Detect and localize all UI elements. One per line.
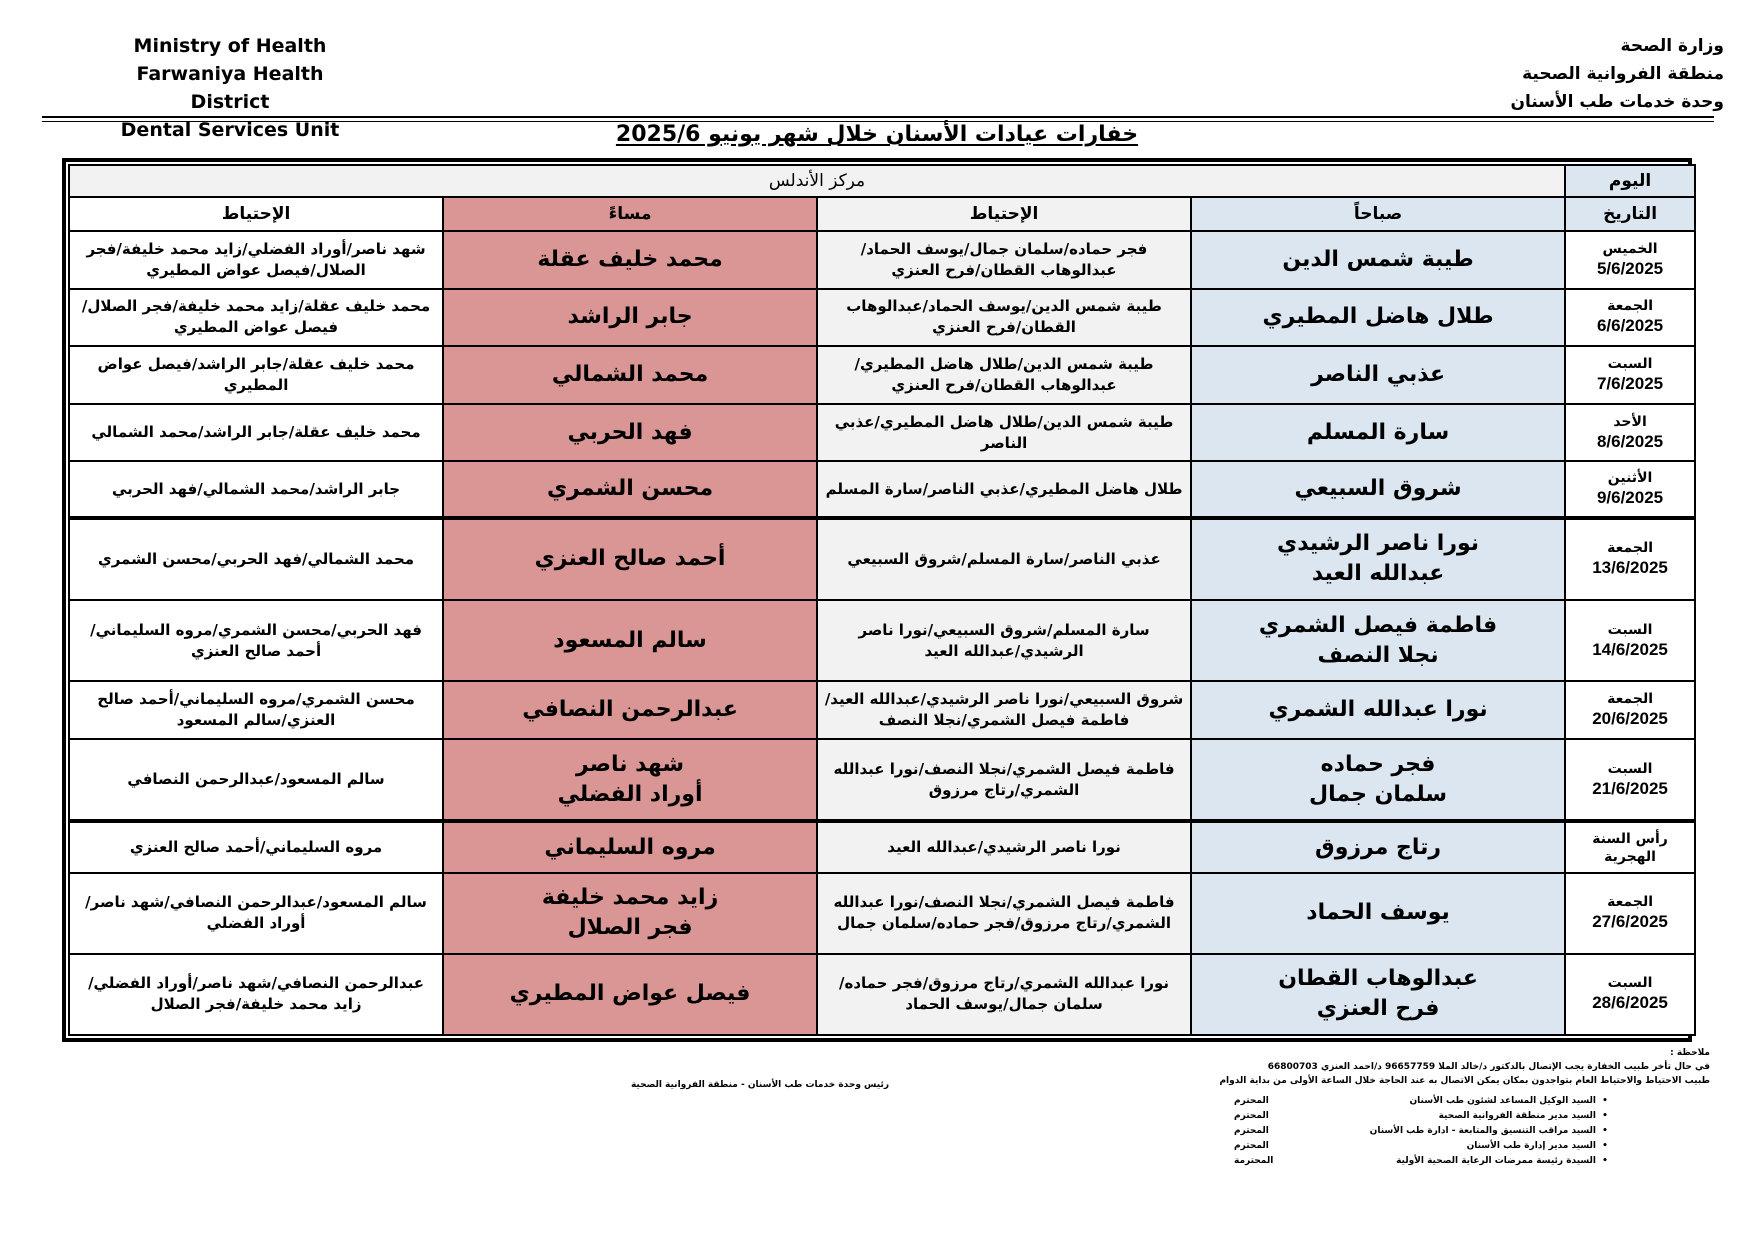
evening-reserve-cell: محمد الشمالي/فهد الحربي/محسن الشمري (69, 518, 443, 600)
day-date-cell (1565, 404, 1695, 462)
cc-honorific: المحترم (1234, 1141, 1269, 1151)
morning-reserve-cell: فاطمة فيصل الشمري/نجلا النصف/نورا عبدالله الشمري/رتاج مرزوق (817, 739, 1191, 821)
morning-header: صباحاً (1191, 197, 1565, 231)
evening-duty-cell (443, 739, 817, 821)
date-value: 13/6/2025 (1592, 558, 1668, 578)
morning-doctor-name: شروق السبيعي (1294, 476, 1462, 502)
day-name: السبت (1607, 760, 1653, 777)
cc-item (1234, 1124, 1614, 1139)
morning-doctor-name: نورا عبدالله الشمري (1268, 697, 1488, 723)
day-date-cell (1565, 739, 1695, 821)
evening-doctor-name: زايد محمد خليفة (541, 885, 719, 911)
evening-duty-cell (443, 231, 817, 289)
morning-reserve-cell: طيبة شمس الدين/طلال هاضل المطيري/عذبي الناصر (817, 404, 1191, 462)
evening-reserve-cell: جابر الراشد/محمد الشمالي/فهد الحربي (69, 461, 443, 517)
morning-doctor-name: فرح العنزي (1316, 996, 1440, 1022)
morning-duty-cell (1191, 346, 1565, 404)
morning-doctor-name: عذبي الناصر (1311, 362, 1445, 388)
evening-reserve-cell: عبدالرحمن النصافي/شهد ناصر/أوراد الفضلي/زايد محمد خليفة/فجر الصلال (69, 954, 443, 1035)
evening-doctor-name: أوراد الفضلي (557, 781, 703, 807)
date-value: 21/6/2025 (1592, 778, 1668, 798)
morning-duty-cell (1191, 739, 1565, 821)
table-header-row-2 (69, 197, 1695, 231)
ministry-name-en: Ministry of Health (133, 35, 327, 57)
morning-reserve-cell: فاطمة فيصل الشمري/نجلا النصف/نورا عبدالله الشمري/رتاج مرزوق/فجر حماده/سلمان جمال (817, 873, 1191, 954)
schedule-frame (62, 158, 1692, 1042)
cc-honorific: المحترم (1234, 1111, 1269, 1121)
bullet-icon: • (1602, 1096, 1608, 1106)
morning-reserve-cell: طلال هاضل المطيري/عذبي الناصر/سارة المسلم (817, 461, 1191, 517)
note-line: في حال تأخر طبيب الخفارة يجب الإتصال بالدكتور د/خالد الملا 96657759 د/احمد العنزي 66800703 (1267, 1062, 1710, 1072)
morning-doctor-name: رتاج مرزوق (1315, 834, 1442, 860)
morning-doctor-name: طيبة شمس الدين (1282, 246, 1474, 272)
table-header-row-1 (69, 165, 1695, 197)
morning-reserve-cell: نورا ناصر الرشيدي/عبدالله العيد (817, 821, 1191, 872)
morning-doctor-name: عبدالوهاب القطان (1278, 966, 1478, 992)
day-name: الجمعة (1607, 540, 1654, 557)
morning-reserve-cell: نورا عبدالله الشمري/رتاج مرزوق/فجر حماده/سلمان جمال/يوسف الحماد (817, 954, 1191, 1035)
day-name: الجمعة (1607, 894, 1654, 911)
evening-reserve-cell: سالم المسعود/عبدالرحمن النصافي/شهد ناصر/أوراد الفضلي (69, 873, 443, 954)
evening-reserve-cell: محمد خليف عقلة/جابر الراشد/فيصل عواض المطيري (69, 346, 443, 404)
evening-duty-cell (443, 289, 817, 347)
table-row (69, 873, 1695, 954)
page-title-wrap (0, 122, 1754, 147)
notes-title: ملاحظة : (1670, 1048, 1710, 1058)
table-row (69, 289, 1695, 347)
table-row (69, 600, 1695, 681)
day-date-cell (1565, 231, 1695, 289)
evening-doctor-name: فهد الحربي (567, 419, 693, 445)
morning-doctor-name: نجلا النصف (1317, 642, 1439, 668)
evening-reserve-cell: شهد ناصر/أوراد الفضلي/زايد محمد خليفة/فجر الصلال/فيصل عواض المطيري (69, 231, 443, 289)
evening-doctor-name: محسن الشمري (546, 476, 714, 502)
cc-recipient: السيدة رئيسة ممرضات الرعاية الصحية الأولية (1396, 1156, 1596, 1166)
evening-header: مساءً (443, 197, 817, 231)
cc-item (1234, 1139, 1614, 1154)
evening-doctor-name: عبدالرحمن النصافي (522, 697, 738, 723)
morning-doctor-name: فجر حماده (1320, 751, 1436, 777)
morning-doctor-name: عبدالله العيد (1311, 561, 1445, 587)
evening-duty-cell (443, 681, 817, 739)
evening-reserve-cell: سالم المسعود/عبدالرحمن النصافي (69, 739, 443, 821)
evening-duty-cell (443, 873, 817, 954)
note-line: طبيب الاحتياط والاحتياط العام بتواجدون بمكان يمكن الاتصال به عند الحاجة خلال الساعة الأولى من بداية الدوام (1219, 1076, 1710, 1086)
date-value: 7/6/2025 (1596, 374, 1664, 394)
cc-recipient: السيد مراقب التنسيق والمتابعة - ادارة طب الأسنان (1369, 1126, 1596, 1136)
evening-doctor-name: شهد ناصر (576, 751, 685, 777)
day-date-cell (1565, 346, 1695, 404)
evening-doctor-name: سالم المسعود (553, 627, 707, 653)
table-row (69, 461, 1695, 517)
evening-reserve-cell: محمد خليف عقلة/زايد محمد خليفة/فجر الصلال/فيصل عواض المطيري (69, 289, 443, 347)
district-name-ar: منطقة الفروانية الصحية (1522, 64, 1724, 84)
day-header: اليوم (1565, 165, 1695, 197)
morning-duty-cell (1191, 873, 1565, 954)
day-name: الخميس (1602, 240, 1658, 257)
date-value: 20/6/2025 (1592, 709, 1668, 729)
date-value: 8/6/2025 (1596, 431, 1664, 451)
reserve-evening-header: الإحتياط (69, 197, 443, 231)
morning-duty-cell (1191, 404, 1565, 462)
table-row (69, 681, 1695, 739)
day-date-cell (1565, 289, 1695, 347)
evening-duty-cell (443, 518, 817, 600)
cc-recipient: السيد مدير إدارة طب الأسنان (1466, 1141, 1596, 1151)
evening-duty-cell (443, 404, 817, 462)
day-date-cell (1565, 873, 1695, 954)
cc-list (1234, 1094, 1614, 1169)
day-name: السبت (1607, 356, 1653, 373)
date-value: 9/6/2025 (1596, 488, 1664, 508)
morning-reserve-cell: عذبي الناصر/سارة المسلم/شروق السبيعي (817, 518, 1191, 600)
day-date-cell (1565, 681, 1695, 739)
table-row (69, 954, 1695, 1035)
day-name: السبت (1607, 621, 1653, 638)
bullet-icon: • (1602, 1156, 1608, 1166)
table-row (69, 346, 1695, 404)
table-row (69, 231, 1695, 289)
date-value: 14/6/2025 (1592, 639, 1668, 659)
morning-duty-cell (1191, 954, 1565, 1035)
date-value: 28/6/2025 (1592, 993, 1668, 1013)
day-name: الأثنين (1607, 470, 1653, 487)
bullet-icon: • (1602, 1141, 1608, 1151)
evening-doctor-name: فجر الصلال (567, 915, 693, 941)
page-title: خفارات عيادات الأسنان خلال شهر يونيو 2025/6 (615, 122, 1139, 147)
table-row (69, 739, 1695, 821)
bullet-icon: • (1602, 1111, 1608, 1121)
morning-duty-cell (1191, 600, 1565, 681)
table-row (69, 518, 1695, 600)
morning-duty-cell (1191, 518, 1565, 600)
center-header: مركز الأندلس (69, 165, 1565, 197)
header-arabic (1404, 32, 1724, 116)
evening-duty-cell (443, 346, 817, 404)
evening-doctor-name: أحمد صالح العنزي (534, 546, 726, 572)
duty-schedule-table (68, 164, 1696, 1036)
ministry-name-ar: وزارة الصحة (1620, 36, 1724, 56)
evening-reserve-cell: محمد خليف عقلة/جابر الراشد/محمد الشمالي (69, 404, 443, 462)
evening-reserve-cell: فهد الحربي/محسن الشمري/مروه السليماني/أحمد صالح العنزي (69, 600, 443, 681)
cc-recipient: السيد مدير منطقة الفروانية الصحية (1438, 1111, 1596, 1121)
evening-duty-cell (443, 821, 817, 872)
morning-reserve-cell: طيبة شمس الدين/يوسف الحماد/عبدالوهاب القطان/فرح العنزي (817, 289, 1191, 347)
table-row (69, 821, 1695, 872)
table-row (69, 404, 1695, 462)
bullet-icon: • (1602, 1126, 1608, 1136)
morning-reserve-cell: فجر حماده/سلمان جمال/يوسف الحماد/عبدالوهاب القطان/فرح العنزي (817, 231, 1191, 289)
morning-duty-cell (1191, 231, 1565, 289)
day-date-cell (1565, 518, 1695, 600)
signature-line: رئيس وحدة خدمات طب الأسنان - منطقة الفروانية الصحية (630, 1080, 890, 1090)
unit-name-en: Dental Services Unit (120, 119, 340, 141)
day-date-cell (1565, 821, 1695, 872)
day-name: الجمعة (1607, 298, 1654, 315)
morning-reserve-cell: شروق السبيعي/نورا ناصر الرشيدي/عبدالله العيد/فاطمة فيصل الشمري/نجلا النصف (817, 681, 1191, 739)
evening-duty-cell (443, 954, 817, 1035)
cc-honorific: المحترم (1234, 1126, 1269, 1136)
morning-duty-cell (1191, 821, 1565, 872)
evening-reserve-cell: محسن الشمري/مروه السليماني/أحمد صالح العنزي/سالم المسعود (69, 681, 443, 739)
evening-doctor-name: محمد خليف عقلة (537, 246, 723, 272)
unit-name-ar: وحدة خدمات طب الأسنان (1510, 92, 1724, 112)
cc-honorific: المحترم (1234, 1096, 1269, 1106)
date-value: 5/6/2025 (1596, 258, 1664, 278)
header-divider (42, 116, 1714, 118)
day-name: الجمعة (1607, 691, 1654, 708)
cc-item (1234, 1109, 1614, 1124)
district-name-en: Farwaniya Health District (136, 63, 324, 113)
date-value: 6/6/2025 (1596, 316, 1664, 336)
morning-doctor-name: سلمان جمال (1309, 781, 1448, 807)
cc-item (1234, 1154, 1614, 1169)
morning-reserve-cell: طيبة شمس الدين/طلال هاضل المطيري/عبدالوهاب القطان/فرح العنزي (817, 346, 1191, 404)
evening-duty-cell (443, 461, 817, 517)
day-name: السبت (1607, 975, 1653, 992)
day-name: رأس السنة الهجرية (1592, 830, 1668, 865)
morning-doctor-name: طلال هاضل المطيري (1262, 304, 1494, 330)
morning-doctor-name: فاطمة فيصل الشمري (1258, 612, 1498, 638)
evening-duty-cell (443, 600, 817, 681)
day-date-cell (1565, 461, 1695, 517)
morning-doctor-name: نورا ناصر الرشيدي (1277, 531, 1480, 557)
evening-doctor-name: محمد الشمالي (551, 362, 709, 388)
evening-doctor-name: مروه السليماني (544, 834, 716, 860)
morning-duty-cell (1191, 289, 1565, 347)
morning-duty-cell (1191, 461, 1565, 517)
date-value: 27/6/2025 (1592, 912, 1668, 932)
cc-honorific: المحترمة (1234, 1156, 1274, 1166)
date-header: التاريخ (1565, 197, 1695, 231)
notes-block (990, 1046, 1710, 1088)
cc-item (1234, 1094, 1614, 1109)
day-name: الأحد (1613, 413, 1647, 430)
morning-reserve-cell: سارة المسلم/شروق السبيعي/نورا ناصر الرشيدي/عبدالله العيد (817, 600, 1191, 681)
reserve-morning-header: الإحتياط (817, 197, 1191, 231)
cc-recipient: السيد الوكيل المساعد لشئون طب الأسنان (1409, 1096, 1596, 1106)
morning-doctor-name: سارة المسلم (1306, 419, 1450, 445)
morning-duty-cell (1191, 681, 1565, 739)
day-date-cell (1565, 600, 1695, 681)
day-date-cell (1565, 954, 1695, 1035)
evening-reserve-cell: مروه السليماني/أحمد صالح العنزي (69, 821, 443, 872)
evening-doctor-name: فيصل عواض المطيري (509, 981, 751, 1007)
morning-doctor-name: يوسف الحماد (1306, 900, 1450, 926)
evening-doctor-name: جابر الراشد (567, 304, 693, 330)
